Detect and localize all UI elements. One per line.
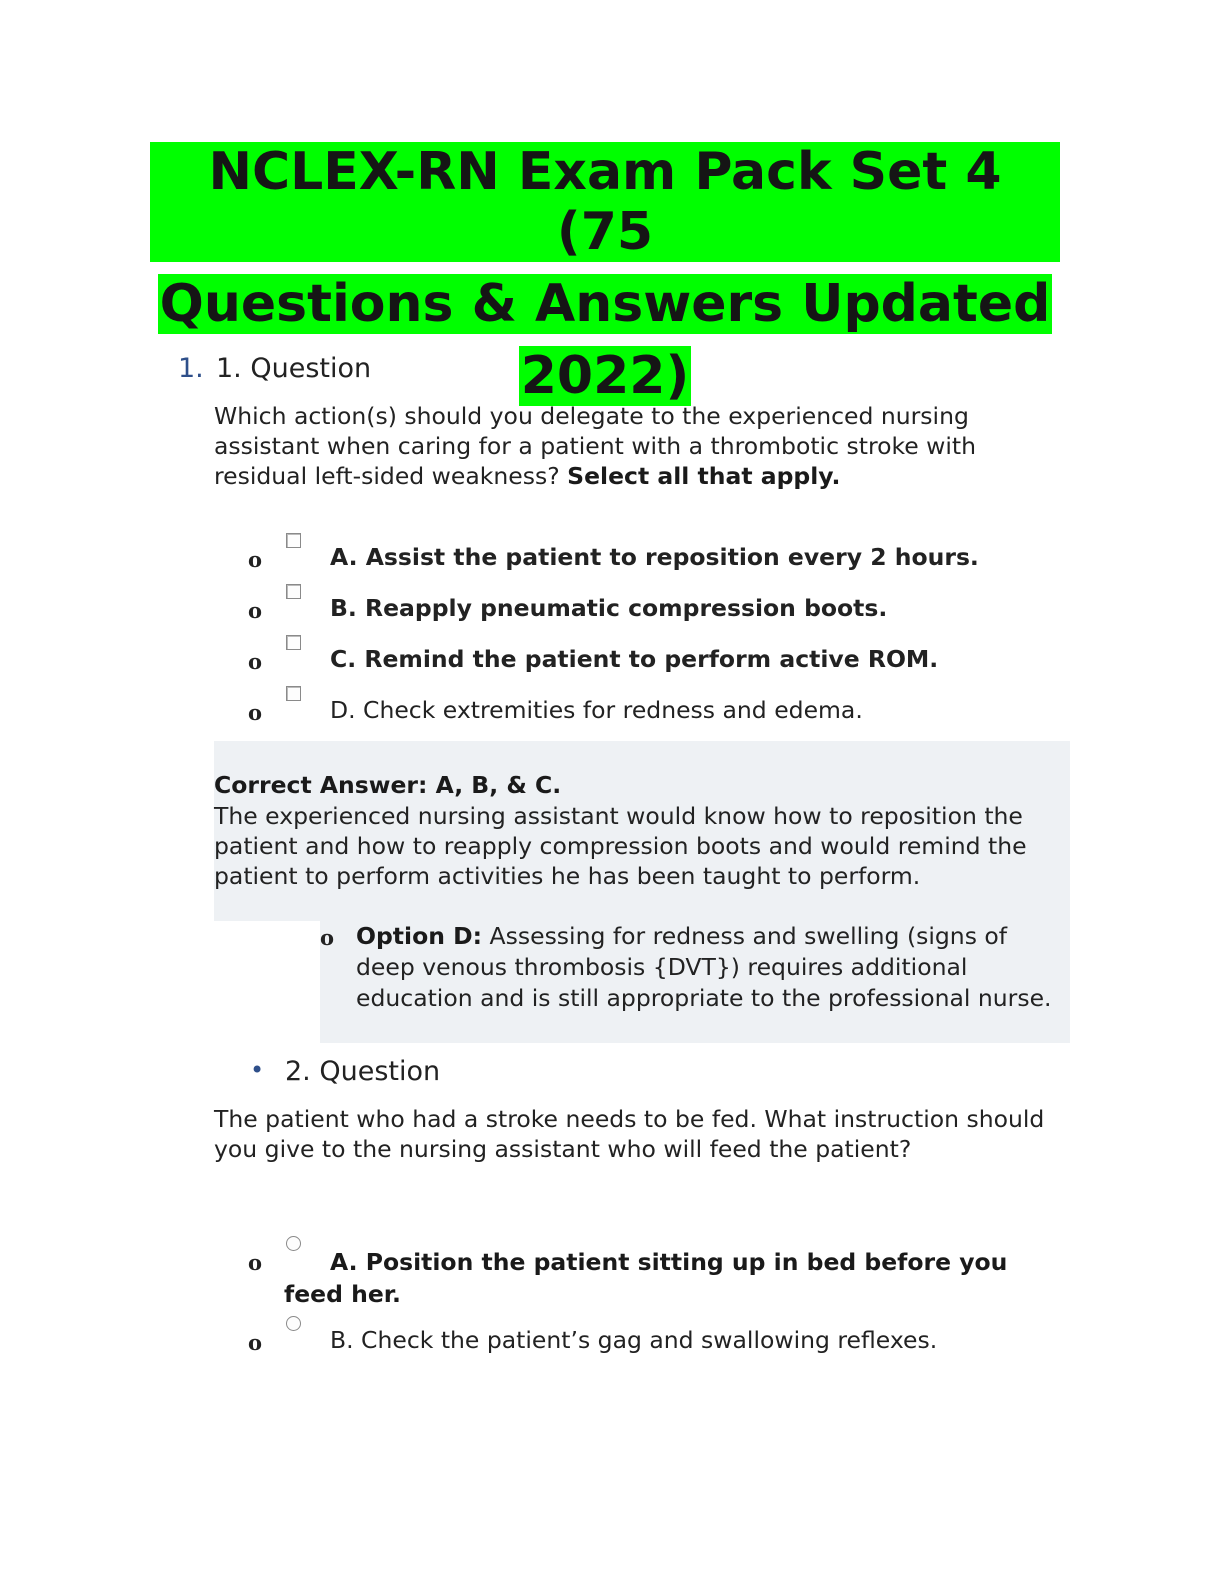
q1-option-c-label: C. Remind the patient to perform active ROM.: [330, 645, 939, 673]
list-bullet: o: [248, 547, 263, 572]
q1-question-plain: Which action(s) should you delegate to the experienced nursing assistant when caring for a patient with a thrombotic stroke with residual left-sided weakness?: [214, 402, 977, 490]
list-bullet: o: [320, 925, 335, 950]
q1-option-a-label: A. Assist the patient to reposition every 2 hours.: [330, 543, 979, 571]
option-d-rationale-label: Option D:: [356, 922, 483, 950]
q2-option-b-label: B. Check the patient’s gag and swallowing reflexes.: [330, 1326, 938, 1354]
correct-answer-title: Correct Answer: A, B, & C.: [214, 771, 562, 799]
q2-option-a-label: A. Position the patient sitting up in bed before you feed her.: [284, 1248, 1008, 1308]
list-bullet: o: [248, 649, 263, 674]
q1-option-d-label: D. Check extremities for redness and edema.: [330, 696, 863, 724]
q2-option-a[interactable]: [248, 1236, 1068, 1316]
title-line-1: NCLEX-RN Exam Pack Set 4 (75: [150, 142, 1060, 262]
q2-bullet: •: [250, 1056, 265, 1084]
list-bullet: o: [248, 598, 263, 623]
title-line-3: 2022): [520, 346, 690, 406]
checkbox-icon[interactable]: [286, 533, 301, 548]
q1-select-all-note: Select all that apply.: [567, 462, 841, 490]
checkbox-icon[interactable]: [286, 686, 301, 701]
q1-option-a[interactable]: [248, 533, 1068, 573]
radio-icon[interactable]: [286, 1316, 301, 1331]
list-bullet: o: [248, 700, 263, 725]
q1-option-d[interactable]: [248, 686, 1068, 726]
q1-question-text: [214, 401, 1074, 491]
q1-option-b[interactable]: [248, 584, 1068, 624]
q2-question-text: The patient who had a stroke needs to be fed. What instruction should you give to the nursing assistant who will feed the patient?: [214, 1105, 1045, 1163]
q2-heading: 2. Question: [285, 1056, 441, 1087]
q1-list-number: 1.: [178, 353, 204, 384]
answer-explanation: The experienced nursing assistant would know how to reposition the patient and how to reapply compression boots and would remind the patient to perform activities he has been taught to perform.: [214, 802, 1027, 890]
q1-heading: 1. Question: [216, 353, 372, 384]
list-bullet: o: [248, 1250, 263, 1275]
list-bullet: o: [248, 1330, 263, 1355]
title-line-2: Questions & Answers Updated: [159, 274, 1051, 334]
checkbox-icon[interactable]: [286, 635, 301, 650]
q1-option-c[interactable]: [248, 635, 1068, 675]
option-d-rationale: [356, 921, 1066, 1014]
checkbox-icon[interactable]: [286, 584, 301, 599]
q2-option-b[interactable]: [248, 1316, 1068, 1356]
q1-option-b-label: B. Reapply pneumatic compression boots.: [330, 594, 888, 622]
option-d-rationale-text: Assessing for redness and swelling (signs of deep venous thrombosis {DVT}) requires additional education and is still appropriate to the professional nurse.: [356, 922, 1052, 1012]
